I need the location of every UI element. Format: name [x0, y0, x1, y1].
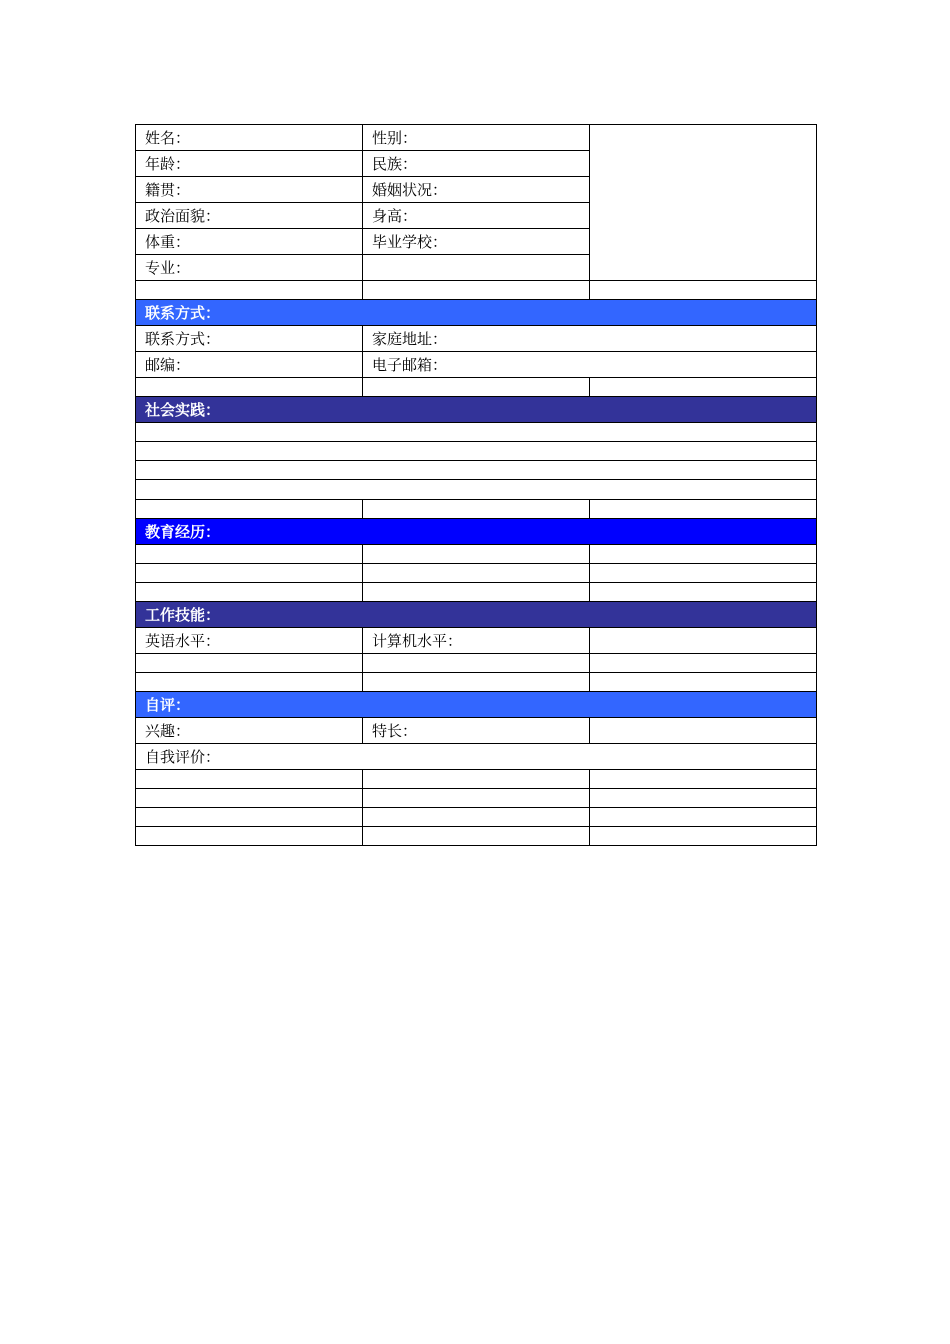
section-header-contact: 联系方式：	[136, 300, 817, 326]
empty-cell	[590, 281, 817, 300]
empty-cell	[363, 654, 590, 673]
empty-cell	[136, 770, 363, 789]
education-cell	[136, 583, 363, 602]
empty-cell	[136, 378, 363, 397]
empty-cell	[136, 808, 363, 827]
empty-cell	[590, 654, 817, 673]
education-cell	[136, 564, 363, 583]
social-practice-row	[136, 423, 817, 442]
empty-cell	[363, 281, 590, 300]
age-label: 年龄：	[136, 151, 363, 177]
name-label: 姓名：	[136, 125, 363, 151]
section-header-skills: 工作技能：	[136, 602, 817, 628]
english-level-label: 英语水平：	[136, 628, 363, 654]
social-practice-row	[136, 442, 817, 461]
marital-status-label: 婚姻状况：	[363, 177, 590, 203]
empty-cell	[363, 378, 590, 397]
empty-cell	[363, 770, 590, 789]
weight-label: 体重：	[136, 229, 363, 255]
education-cell	[590, 583, 817, 602]
ethnicity-label: 民族：	[363, 151, 590, 177]
empty-cell	[590, 770, 817, 789]
home-address-label: 家庭地址：	[363, 326, 817, 352]
empty-cell	[363, 827, 590, 846]
empty-cell	[590, 808, 817, 827]
empty-cell	[363, 255, 590, 281]
specialty-label: 特长：	[363, 718, 590, 744]
education-cell	[363, 564, 590, 583]
empty-cell	[590, 628, 817, 654]
school-label: 毕业学校：	[363, 229, 590, 255]
education-cell	[363, 545, 590, 564]
empty-cell	[136, 500, 363, 519]
hometown-label: 籍贯：	[136, 177, 363, 203]
empty-cell	[590, 827, 817, 846]
education-cell	[363, 583, 590, 602]
section-header-education: 教育经历：	[136, 519, 817, 545]
social-practice-row	[136, 461, 817, 480]
contact-method-label: 联系方式：	[136, 326, 363, 352]
computer-level-label: 计算机水平：	[363, 628, 590, 654]
empty-cell	[136, 827, 363, 846]
email-label: 电子邮箱：	[363, 352, 817, 378]
self-evaluation-label: 自我评价：	[136, 744, 817, 770]
education-cell	[590, 564, 817, 583]
empty-cell	[590, 500, 817, 519]
empty-cell	[136, 673, 363, 692]
major-label: 专业：	[136, 255, 363, 281]
section-header-social-practice: 社会实践：	[136, 397, 817, 423]
empty-cell	[136, 654, 363, 673]
political-status-label: 政治面貌：	[136, 203, 363, 229]
section-header-self-review: 自评：	[136, 692, 817, 718]
empty-cell	[136, 281, 363, 300]
empty-cell	[136, 789, 363, 808]
resume-form-table	[135, 124, 817, 846]
social-practice-row	[136, 480, 817, 500]
education-cell	[590, 545, 817, 564]
gender-label: 性别：	[363, 125, 590, 151]
photo-placeholder	[590, 125, 817, 281]
height-label: 身高：	[363, 203, 590, 229]
empty-cell	[363, 500, 590, 519]
empty-cell	[590, 718, 817, 744]
interest-label: 兴趣：	[136, 718, 363, 744]
empty-cell	[590, 673, 817, 692]
zip-code-label: 邮编：	[136, 352, 363, 378]
empty-cell	[363, 673, 590, 692]
empty-cell	[590, 378, 817, 397]
empty-cell	[363, 808, 590, 827]
empty-cell	[363, 789, 590, 808]
empty-cell	[590, 789, 817, 808]
education-cell	[136, 545, 363, 564]
